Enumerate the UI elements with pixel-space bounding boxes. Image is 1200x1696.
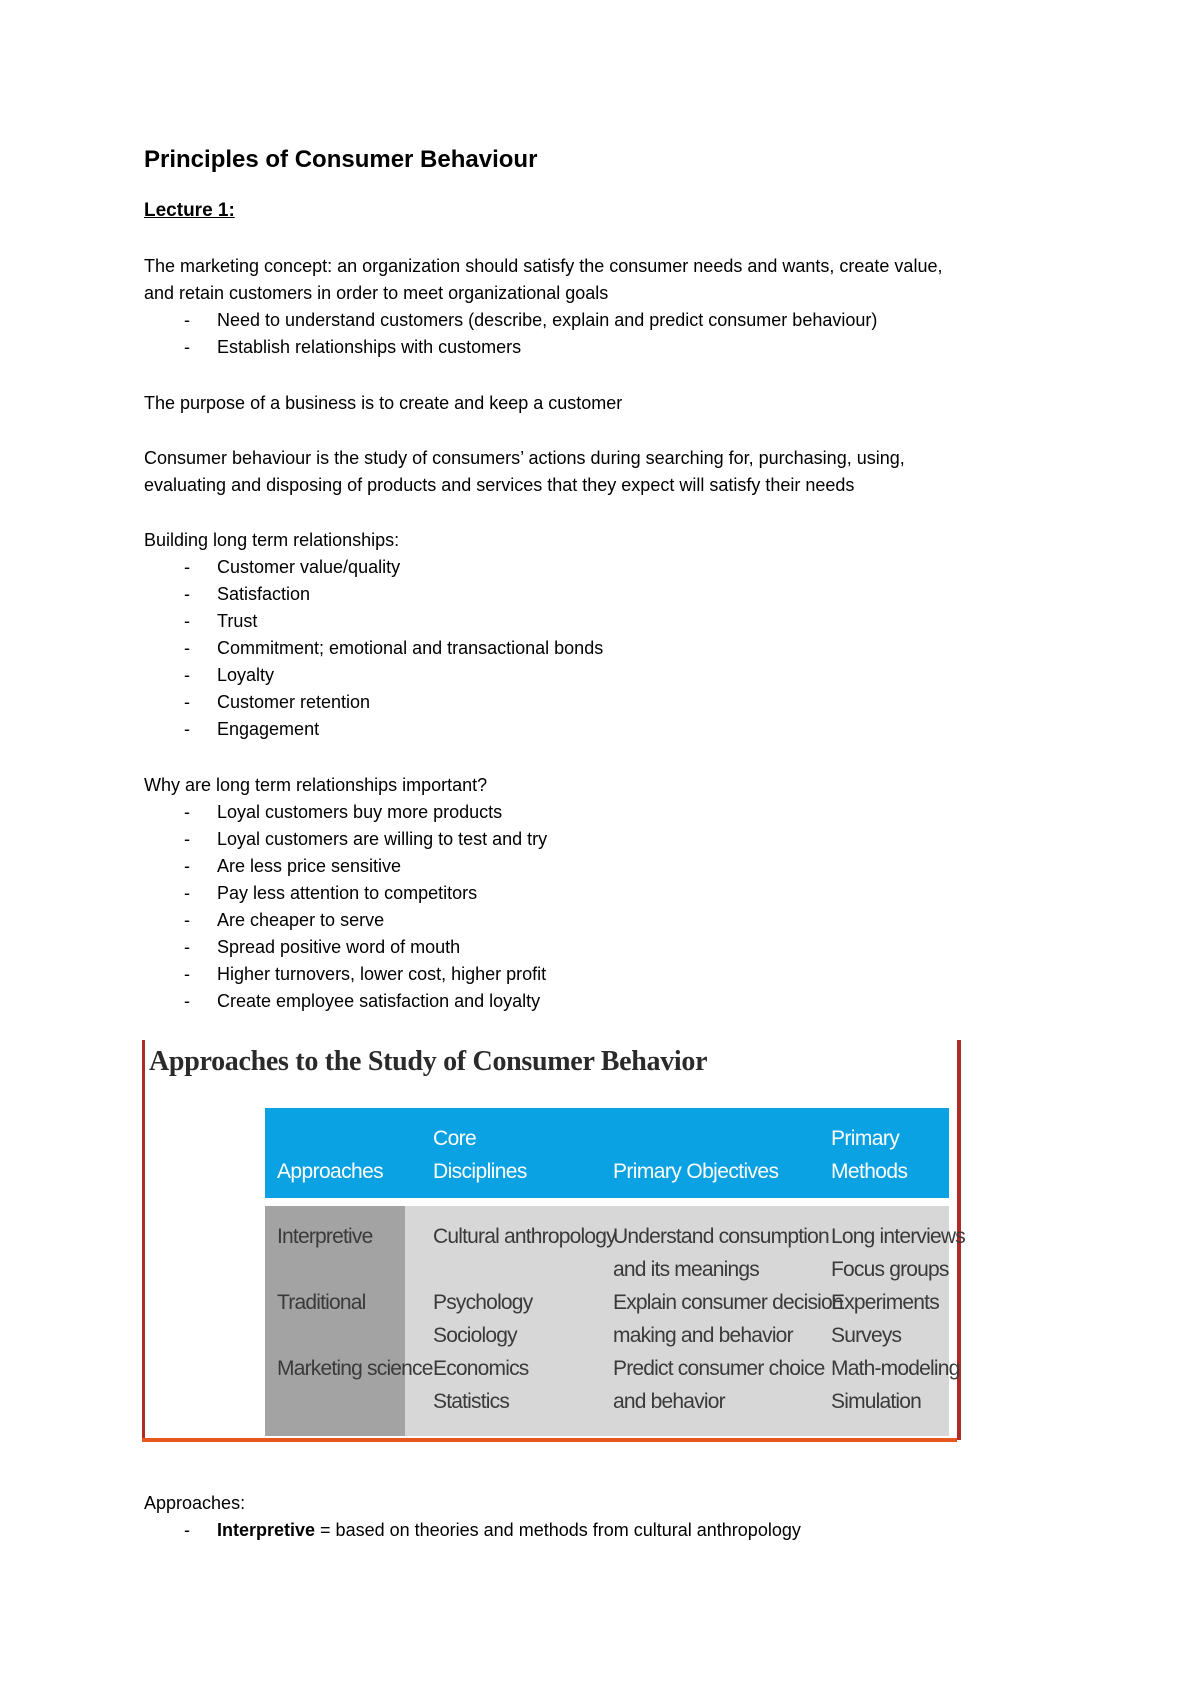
table-header xyxy=(265,1108,949,1198)
table-cell: Marketing science xyxy=(277,1357,433,1380)
list-item: - Are less price sensitive xyxy=(184,856,402,876)
list-item: - Satisfaction xyxy=(184,584,311,604)
list-item: - Loyalty xyxy=(184,665,275,685)
figure-title: Approaches to the Study of Consumer Behavior xyxy=(149,1046,708,1077)
table-cell: Predict consumer choice and behavior xyxy=(613,1357,825,1413)
approaches-table xyxy=(265,1108,965,1436)
table-cell: Long interviews Focus groups xyxy=(831,1225,965,1281)
marketing-concept-line-1: The marketing concept: an organization should satisfy the consumer needs and wants, create value, xyxy=(144,256,943,276)
marketing-concept-paragraph xyxy=(144,253,1064,307)
marketing-concept-list xyxy=(144,307,877,361)
table-cell: Interpretive xyxy=(277,1225,373,1248)
list-item: - Interpretive = based on theories and methods from cultural anthropology xyxy=(184,1520,801,1540)
header-primary-methods: Primary Methods xyxy=(831,1127,908,1183)
list-item: - Commitment; emotional and transactional bonds xyxy=(184,638,604,658)
definition-line-2: evaluating and disposing of products and services that they expect will satisfy their needs xyxy=(144,475,855,495)
definition-paragraph xyxy=(144,445,1064,499)
list-item: - Spread positive word of mouth xyxy=(184,937,461,957)
table-cell: Psychology Sociology xyxy=(433,1291,533,1347)
why-important-heading: Why are long term relationships important? xyxy=(144,775,488,795)
list-item: - Customer retention xyxy=(184,692,371,712)
list-item: - Need to understand customers (describe, explain and predict consumer behaviour) xyxy=(184,310,878,330)
list-item: - Trust xyxy=(184,611,258,631)
document-title: Principles of Consumer Behaviour xyxy=(144,146,538,173)
list-item: - Create employee satisfaction and loyalty xyxy=(184,991,541,1011)
figure-bottom-rule xyxy=(142,1438,957,1442)
table-cell: Traditional xyxy=(277,1291,366,1314)
purpose-paragraph: The purpose of a business is to create and keep a customer xyxy=(144,393,623,413)
table-cell: Explain consumer decision making and behavior xyxy=(613,1291,843,1347)
definition-line-1: Consumer behaviour is the study of consumers’ actions during searching for, purchasing, using, xyxy=(144,448,905,468)
term-interpretive: Interpretive xyxy=(217,1520,316,1540)
marketing-concept-line-2: and retain customers in order to meet organizational goals xyxy=(144,283,609,303)
list-item: - Higher turnovers, lower cost, higher profit xyxy=(184,964,547,984)
lecture-heading: Lecture 1: xyxy=(144,200,235,221)
approaches-figure xyxy=(142,1040,965,1440)
list-item: - Engagement xyxy=(184,719,320,739)
table-cell: Cultural anthropology xyxy=(433,1225,616,1248)
relationships-list xyxy=(144,554,603,743)
table-cell: Understand consumption and its meanings xyxy=(613,1225,829,1281)
approaches-list xyxy=(144,1517,801,1544)
list-item: - Establish relationships with customers xyxy=(184,337,522,357)
why-important-list xyxy=(144,799,547,1015)
approaches-heading: Approaches: xyxy=(144,1493,246,1513)
header-approaches: Approaches xyxy=(277,1160,384,1183)
list-item: - Pay less attention to competitors xyxy=(184,883,478,903)
header-primary-objectives: Primary Objectives xyxy=(613,1160,779,1183)
list-item: - Loyal customers buy more products xyxy=(184,802,503,822)
list-item: - Customer value/quality xyxy=(184,557,401,577)
list-item: - Loyal customers are willing to test and try xyxy=(184,829,548,849)
table-cell: Math-modeling Simulation xyxy=(831,1357,960,1413)
table-cell: Economics Statistics xyxy=(433,1357,529,1413)
list-item: - Are cheaper to serve xyxy=(184,910,385,930)
header-core-disciplines: Core Disciplines xyxy=(433,1127,527,1183)
relationships-heading: Building long term relationships: xyxy=(144,530,400,550)
table-cell: Experiments Surveys xyxy=(831,1291,939,1347)
